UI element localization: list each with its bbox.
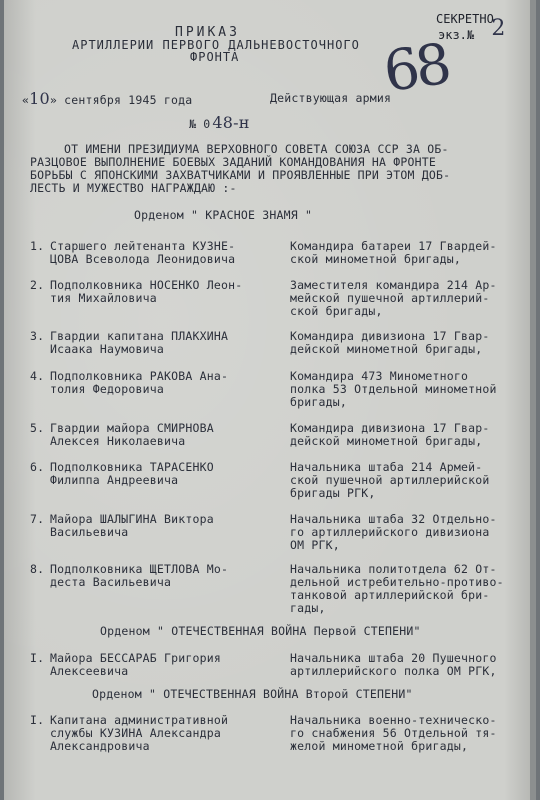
entry-name: Гвардии капитана ПЛАКХИНА: [50, 329, 229, 343]
entry-position: бригады РГК,: [290, 486, 376, 500]
entry-number: 4.: [30, 369, 45, 383]
entry-number: 8.: [30, 562, 45, 576]
entry-name: тия Михайловича: [50, 291, 157, 305]
entry-position: ОМ РГК,: [290, 538, 340, 552]
entry-name: Александровича: [50, 739, 150, 753]
entry-number: 2.: [30, 278, 45, 292]
entry-name: Исаака Наумовича: [50, 342, 164, 356]
document-title: ПРИКАЗ: [175, 25, 240, 40]
entry-position: Заместителя командира 214 Ар-: [290, 278, 497, 292]
entry-name: Майора ШАЛЫГИНА Виктора: [50, 512, 214, 526]
preamble-line: РАЗЦОВОЕ ВЫПОЛНЕНИЕ БОЕВЫХ ЗАДАНИЙ КОМАНДОВАНИЯ НА ФРОНТЕ: [30, 155, 437, 169]
entry-position: го снабжения 56 Отдельной тя-: [290, 726, 497, 740]
order-prefix: № 0: [189, 117, 211, 131]
order-number: 48-н: [212, 113, 250, 132]
document-subtitle-line-1: АРТИЛЛЕРИИ ПЕРВОГО ДАЛЬНЕВОСТОЧНОГО: [72, 38, 360, 52]
entry-number: 6.: [30, 460, 45, 474]
preamble-line: БОРЬБЫ С ЯПОНСКИМИ ЗАХВАТЧИКАМИ И ПРОЯВЛЕННЫЕ ПРИ ЭТОМ ДОБ-: [30, 168, 451, 182]
entry-position: го артиллерийского дивизиона: [290, 525, 490, 539]
entry-position: танковой артиллерийской бри-: [290, 588, 490, 602]
entry-name: Алексея Николаевича: [50, 434, 186, 448]
preamble-line: ОТ ИМЕНИ ПРЕЗИДИУМА ВЕРХОВНОГО СОВЕТА СОЮЗА ССР ЗА ОБ-: [64, 142, 449, 156]
entry-name: Капитана административной: [50, 713, 229, 727]
entry-name: Подполковника ЩЕТЛОВА Мо-: [50, 562, 229, 576]
entry-name: Майора БЕССАРАБ Григория: [50, 651, 221, 665]
entry-name: деста Васильевича: [50, 575, 172, 589]
entry-position: Командира дивизиона 17 Гвар-: [290, 329, 490, 343]
entry-position: Командира батареи 17 Гвардей-: [290, 239, 497, 253]
secret-label: СЕКРЕТНО: [436, 12, 494, 26]
entry-number: I.: [30, 651, 45, 665]
entry-name: Подполковника ТАРАСЕНКО: [50, 460, 214, 474]
entry-position: Командира дивизиона 17 Гвар-: [290, 421, 490, 435]
entry-name: Подполковника НОСЕНКО Леон-: [50, 278, 243, 292]
award-heading: Орденом " КРАСНОЕ ЗНАМЯ ": [134, 208, 313, 222]
award-heading: Орденом " ОТЕЧЕСТВЕННАЯ ВОЙНА Первой СТЕПЕНИ": [100, 624, 421, 638]
secret-stamp: [436, 12, 506, 42]
dateline: «10» сентября 1945 года: [22, 89, 193, 108]
entry-position: Начальника штаба 20 Пушечного: [290, 651, 497, 665]
entry-name: толия Федоровича: [50, 382, 164, 396]
entry-position: полка 53 Отдельной минометной: [290, 382, 497, 396]
document-page: [4, 0, 536, 800]
entry-position: мейской пушечной артиллерий-: [290, 291, 490, 305]
entry-name: ЦОВА Всеволода Леонидовича: [50, 252, 236, 266]
award-heading: Орденом " ОТЕЧЕСТВЕННАЯ ВОЙНА Второй СТЕПЕНИ": [92, 687, 413, 701]
army-label: Действующая армия: [270, 91, 392, 105]
entry-position: ской минометной бригады,: [290, 252, 461, 266]
entry-number: 1.: [30, 239, 45, 253]
entry-position: бригады,: [290, 395, 347, 409]
entry-name: Старшего лейтенанта КУЗНЕ-: [50, 239, 236, 253]
date-month-year: сентября 1945 года: [64, 93, 193, 107]
entry-position: Начальника штаба 32 Отдельно-: [290, 512, 497, 526]
date-day: 10: [29, 89, 50, 108]
entry-position: ской бригады,: [290, 304, 383, 318]
entry-position: Начальника штаба 214 Армей-: [290, 460, 483, 474]
entry-position: дейской минометной бригады,: [290, 342, 483, 356]
order-number-line: [189, 113, 250, 132]
entry-position: артиллерийского полка ОМ РГК,: [290, 664, 497, 678]
entry-number: 5.: [30, 421, 45, 435]
preamble-line: ЛЕСТЬ И МУЖЕСТВО НАГРАЖДАЮ :-: [30, 181, 237, 195]
entry-name: Подполковника РАКОВА Ана-: [50, 369, 229, 383]
entry-position: желой минометной бригады,: [290, 739, 469, 753]
document-subtitle-line-2: ФРОНТА: [190, 50, 240, 64]
page-edge-shadow: [530, 0, 536, 800]
entry-position: Командира 473 Минометного: [290, 369, 469, 383]
entry-position: дейской минометной бригады,: [290, 434, 483, 448]
entry-number: I.: [30, 713, 45, 727]
entry-position: Начальника военно-техническо-: [290, 713, 497, 727]
entry-name: службы КУЗИНА Александра: [50, 726, 221, 740]
copy-label: экз.№: [438, 28, 475, 42]
entry-name: Алексеевича: [50, 664, 129, 678]
entry-position: Начальника политотдела 62 От-: [290, 562, 497, 576]
copy-number: 2: [491, 16, 506, 41]
entry-position: ской пушечной артиллерийской: [290, 473, 490, 487]
entry-number: 3.: [30, 329, 45, 343]
handwritten-folio-number: 68: [379, 31, 452, 106]
entry-name: Васильевича: [50, 525, 129, 539]
entry-number: 7.: [30, 512, 45, 526]
entry-position: гады,: [290, 601, 326, 615]
entry-position: дельной истребительно-противо-: [290, 575, 504, 589]
entry-name: Филиппа Андреевича: [50, 473, 179, 487]
entry-name: Гвардии майора СМИРНОВА: [50, 421, 214, 435]
